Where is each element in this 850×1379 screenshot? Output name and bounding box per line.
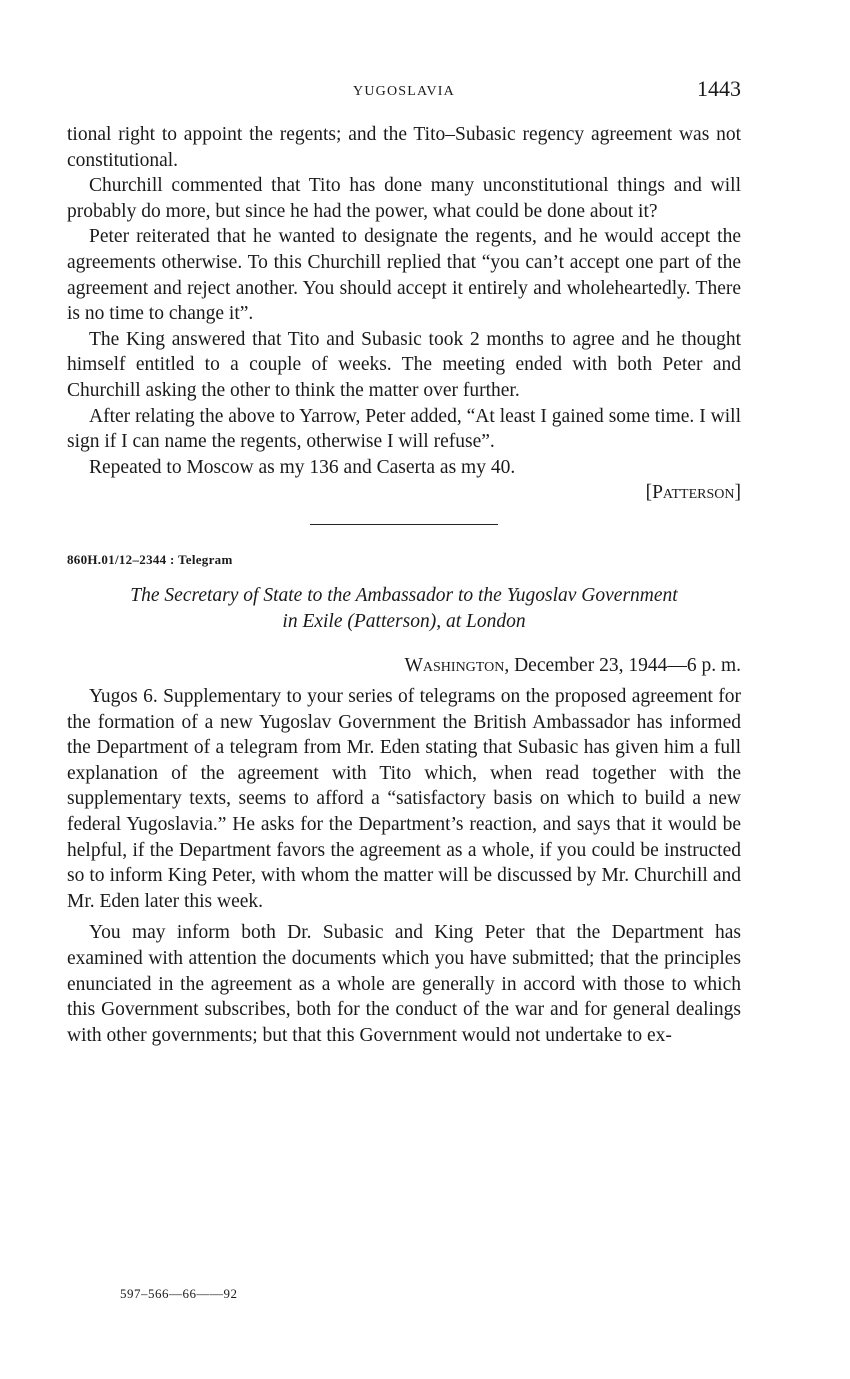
dateline-place: Washington,: [404, 654, 510, 676]
document-title: [67, 583, 741, 635]
signature: [Patterson]: [645, 482, 741, 504]
paragraph: Yugos 6. Supplementary to your series of telegrams on the proposed agreement for the formation of a new Yugoslav Government the British Ambassador has informed the Department of a telegram from Mr. Eden stating that Subasic has given him a full explanation of the agreement with Tito which, when read together with the supplementary texts, seems to afford a “satisfactory basis on which to build a new federal Yugoslavia.” He asks for the Department’s reaction, and says that it would be helpful, if the Department favors the agreement as a whole, if you could be instructed so to inform King Peter, with whom the matter will be discussed by Mr. Churchill and Mr. Eden later this week.: [67, 686, 741, 912]
page-number: 1443: [697, 76, 741, 101]
dateline-date: December 23, 1944—6 p. m.: [509, 654, 741, 676]
paragraph: Peter reiterated that he wanted to designate the regents, and he would accept the agreements otherwise. To this Churchill replied that “you can’t accept one part of the agreement and reject another. You should accept it entirely and wholeheartedly. There is no time to change it”.: [67, 226, 741, 325]
running-head: [67, 76, 741, 106]
section-divider: [310, 524, 498, 525]
paragraph: tional right to appoint the regents; and the Tito–Subasic regency agreement was not constitutional.: [67, 124, 741, 171]
paragraph: The King answered that Tito and Subasic took 2 months to agree and he thought himself entitled to a couple of weeks. The meeting ended with both Peter and Churchill asking the other to think the matter over further.: [67, 328, 741, 401]
body-text: [67, 122, 741, 1048]
document-title-line: in Exile (Patterson), at London: [282, 610, 526, 632]
telegram-body: [67, 684, 741, 1048]
paragraph: You may inform both Dr. Subasic and King Peter that the Department has examined with attention the documents which you have submitted; that the principles enunciated in the agreement as a whole are generally in accord with those to which this Government subscribes, both for the conduct of the war and for general dealings with other governments; but that this Government would not undertake to ex-: [67, 922, 741, 1046]
paragraph: Churchill commented that Tito has done many unconstitutional things and will probably do more, but since he had the power, what could be done about it?: [67, 175, 741, 222]
document-title-line: The Secretary of State to the Ambassador to the Yugoslav Government: [130, 584, 678, 606]
running-title: YUGOSLAVIA: [353, 84, 455, 99]
print-code: 597–566—66——92: [120, 1286, 238, 1301]
paragraph: After relating the above to Yarrow, Peter added, “At least I gained some time. I will sign if I can name the regents, otherwise I will refuse”.: [67, 405, 741, 453]
dateline: [67, 653, 741, 679]
paragraph: Repeated to Moscow as my 136 and Caserta as my 40.: [89, 456, 516, 478]
file-reference: 860H.01/12–2344 : Telegram: [67, 551, 233, 567]
